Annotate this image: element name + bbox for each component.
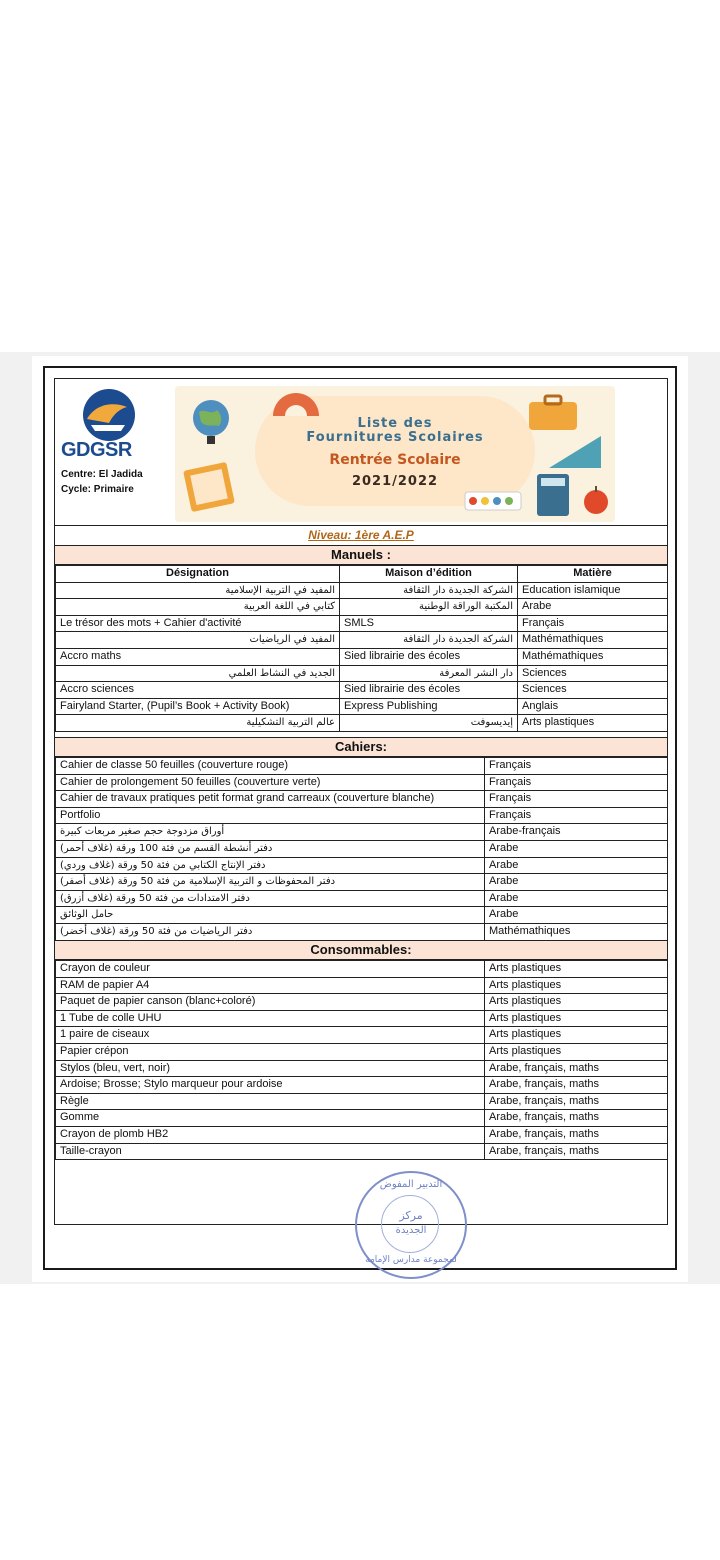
- item-cell: Crayon de couleur: [56, 961, 485, 978]
- centre-label: Centre: El Jadida: [61, 469, 143, 480]
- subject-cell: Français: [485, 758, 668, 775]
- manuels-table: [55, 565, 668, 732]
- title-banner: [175, 386, 615, 522]
- table-row: [56, 682, 668, 699]
- subject-cell: Arabe: [485, 840, 668, 857]
- subject-cell: Français: [485, 791, 668, 808]
- publisher-cell: Sied librairie des écoles: [340, 648, 518, 665]
- publisher-cell: الشركة الجديدة دار الثقافة: [340, 582, 518, 599]
- cycle-label: Cycle: Primaire: [61, 484, 134, 495]
- table-row: [56, 890, 668, 907]
- designation-cell: Accro sciences: [56, 682, 340, 699]
- section-cahiers: Cahiers:: [55, 737, 667, 757]
- publisher-cell: إيديسوفت: [340, 715, 518, 732]
- school-stamp: [355, 1171, 467, 1279]
- item-cell: RAM de papier A4: [56, 977, 485, 994]
- protractor-icon: [271, 388, 321, 418]
- section-manuels: Manuels :: [55, 545, 667, 565]
- table-row: [56, 791, 668, 808]
- subject-cell: Arabe: [485, 857, 668, 874]
- table-row: [56, 1143, 668, 1160]
- subject-cell: Arts plastiques: [485, 977, 668, 994]
- subject-cell: Mathémathiques: [485, 923, 668, 940]
- table-row: [56, 807, 668, 824]
- item-cell: أوراق مزدوجة حجم صغير مربعات كبيرة: [56, 824, 485, 841]
- item-cell: Crayon de plomb HB2: [56, 1126, 485, 1143]
- document-header: [55, 379, 667, 526]
- item-cell: Règle: [56, 1093, 485, 1110]
- centre-info: [61, 467, 143, 497]
- item-cell: دفتر أنشطة القسم من فئة 100 ورقة (غلاف أحمر): [56, 840, 485, 857]
- stamp-mid-text-1: مركز: [399, 1209, 423, 1222]
- subject-cell: Arabe: [518, 599, 668, 616]
- document-page: [32, 356, 688, 1282]
- item-cell: Cahier de classe 50 feuilles (couverture rouge): [56, 758, 485, 775]
- designation-cell: المفيد في التربية الإسلامية: [56, 582, 340, 599]
- table-row: [56, 582, 668, 599]
- subject-cell: Arabe: [485, 907, 668, 924]
- item-cell: Cahier de prolongement 50 feuilles (couverture verte): [56, 774, 485, 791]
- subject-cell: Arabe, français, maths: [485, 1060, 668, 1077]
- item-cell: Taille-crayon: [56, 1143, 485, 1160]
- page-border: [43, 366, 677, 1270]
- table-row: [56, 758, 668, 775]
- consommables-table: [55, 960, 668, 1160]
- subject-cell: Arts plastiques: [485, 1010, 668, 1027]
- subject-cell: Arabe: [485, 890, 668, 907]
- subject-cell: Français: [485, 807, 668, 824]
- stamp-inner-ring: [381, 1195, 439, 1253]
- item-cell: دفتر الإنتاج الكتابي من فئة 50 ورقة (غلاف وردي): [56, 857, 485, 874]
- subject-cell: Sciences: [518, 665, 668, 682]
- table-row: [56, 874, 668, 891]
- subject-cell: Arts plastiques: [485, 1043, 668, 1060]
- item-cell: دفتر الامتدادات من فئة 50 ورقة (غلاف أزرق): [56, 890, 485, 907]
- subject-cell: Mathémathiques: [518, 648, 668, 665]
- table-row: [56, 665, 668, 682]
- banner-title-line2: Fournitures Scolaires: [306, 430, 484, 445]
- table-row: [56, 1110, 668, 1127]
- column-header: Matière: [518, 566, 668, 583]
- item-cell: Portfolio: [56, 807, 485, 824]
- publisher-cell: دار النشر المعرفة: [340, 665, 518, 682]
- stamp-mid-text-2: الجديدة: [395, 1225, 427, 1236]
- subject-cell: Arabe, français, maths: [485, 1126, 668, 1143]
- item-cell: دفتر الرياضيات من فئة 50 ورقة (غلاف أخضر): [56, 923, 485, 940]
- table-row: [56, 824, 668, 841]
- section-consommables: Consommables:: [55, 940, 667, 960]
- level-label: Niveau: 1ère A.E.P: [308, 528, 414, 542]
- designation-cell: Fairyland Starter, (Pupil’s Book + Activity Book): [56, 698, 340, 715]
- table-row: [56, 1060, 668, 1077]
- table-row: [56, 1043, 668, 1060]
- subject-cell: Arts plastiques: [485, 961, 668, 978]
- subject-cell: Arts plastiques: [518, 715, 668, 732]
- table-row: [56, 1027, 668, 1044]
- publisher-cell: المكتبة الوراقة الوطنية: [340, 599, 518, 616]
- supply-list-sheet: [54, 378, 668, 1265]
- designation-cell: Accro maths: [56, 648, 340, 665]
- subject-cell: Anglais: [518, 698, 668, 715]
- designation-cell: الجديد في النشاط العلمي: [56, 665, 340, 682]
- table-row: [56, 1077, 668, 1094]
- cahiers-table: [55, 757, 668, 941]
- subject-cell: Arabe, français, maths: [485, 1077, 668, 1094]
- level-line: [55, 525, 667, 546]
- column-header: Maison d’édition: [340, 566, 518, 583]
- subject-cell: Sciences: [518, 682, 668, 699]
- subject-cell: Arabe: [485, 874, 668, 891]
- table-row: [56, 1010, 668, 1027]
- stamp-top-text: التدبير المفوض: [379, 1179, 443, 1190]
- designation-cell: Le trésor des mots + Cahier d'activité: [56, 615, 340, 632]
- subject-cell: Arabe, français, maths: [485, 1093, 668, 1110]
- publisher-cell: الشركة الجديدة دار الثقافة: [340, 632, 518, 649]
- table-row: [56, 698, 668, 715]
- table-row: [56, 840, 668, 857]
- table-row: [56, 923, 668, 940]
- subject-cell: Arabe-français: [485, 824, 668, 841]
- table-row: [56, 1126, 668, 1143]
- item-cell: Papier crépon: [56, 1043, 485, 1060]
- table-row: [56, 961, 668, 978]
- table-row: [56, 599, 668, 616]
- item-cell: Stylos (bleu, vert, noir): [56, 1060, 485, 1077]
- column-header: Désignation: [56, 566, 340, 583]
- logo-text: GDGSR: [61, 439, 132, 461]
- banner-subtitle: Rentrée Scolaire: [329, 452, 461, 468]
- table-row: [56, 648, 668, 665]
- item-cell: Cahier de travaux pratiques petit format grand carreaux (couverture blanche): [56, 791, 485, 808]
- designation-cell: عالم التربية التشكيلية: [56, 715, 340, 732]
- table-row: [56, 615, 668, 632]
- paint-palette-icon: [463, 490, 523, 512]
- table-row: [56, 907, 668, 924]
- item-cell: 1 Tube de colle UHU: [56, 1010, 485, 1027]
- item-cell: حامل الوثائق: [56, 907, 485, 924]
- item-cell: Paquet de papier canson (blanc+coloré): [56, 994, 485, 1011]
- subject-cell: Arabe, français, maths: [485, 1143, 668, 1160]
- table-row: [56, 774, 668, 791]
- designation-cell: كتابي في اللغة العربية: [56, 599, 340, 616]
- subject-cell: Français: [485, 774, 668, 791]
- table-row: [56, 632, 668, 649]
- publisher-cell: SMLS: [340, 615, 518, 632]
- table-row: [56, 1093, 668, 1110]
- table-row: [56, 715, 668, 732]
- subject-cell: Arabe, français, maths: [485, 1110, 668, 1127]
- table-row: [56, 994, 668, 1011]
- subject-cell: Education islamique: [518, 582, 668, 599]
- publisher-cell: Express Publishing: [340, 698, 518, 715]
- item-cell: 1 paire de ciseaux: [56, 1027, 485, 1044]
- subject-cell: Arts plastiques: [485, 994, 668, 1011]
- banner-title-line1: Liste des: [357, 416, 433, 431]
- stamp-bottom-text: لمجموعة مدارس الإمامة: [365, 1255, 457, 1265]
- item-cell: دفتر المحفوظات و التربية الإسلامية من فئة 50 ورقة (غلاف أصفر): [56, 874, 485, 891]
- subject-cell: Français: [518, 615, 668, 632]
- publisher-cell: Sied librairie des écoles: [340, 682, 518, 699]
- subject-cell: Mathémathiques: [518, 632, 668, 649]
- table-row: [56, 857, 668, 874]
- item-cell: Ardoise; Brosse; Stylo marqueur pour ardoise: [56, 1077, 485, 1094]
- item-cell: Gomme: [56, 1110, 485, 1127]
- table-row: [56, 977, 668, 994]
- banner-year: 2021/2022: [351, 474, 439, 489]
- subject-cell: Arts plastiques: [485, 1027, 668, 1044]
- designation-cell: المفيد في الرياضيات: [56, 632, 340, 649]
